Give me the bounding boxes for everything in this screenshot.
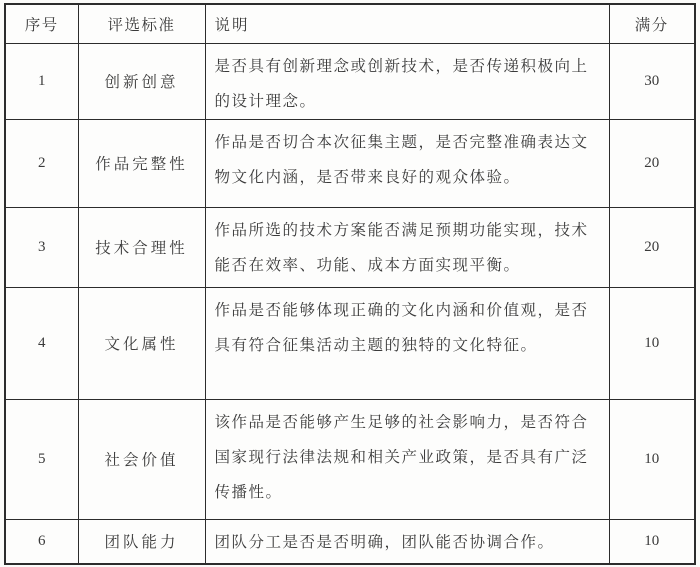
max-score: 20 (609, 207, 695, 287)
row-number: 3 (5, 207, 78, 287)
table-row (5, 207, 695, 287)
criteria-description: 团队分工是否是否明确，团队能否协调合作。 (205, 519, 609, 564)
row-number: 4 (5, 287, 78, 399)
row-number: 2 (5, 119, 78, 207)
max-score: 10 (609, 399, 695, 519)
criteria-description: 该作品是否能够产生足够的社会影响力，是否符合国家现行法律法规和相关产业政策，是否具有广泛传播性。 (205, 399, 609, 519)
criteria-description: 作品是否切合本次征集主题，是否完整准确表达文物文化内涵，是否带来良好的观众体验。 (205, 119, 609, 207)
criteria-label: 文化属性 (78, 287, 205, 399)
header-cell-criteria: 评选标准 (78, 4, 205, 43)
evaluation-criteria-table (4, 3, 696, 565)
header-cell-number: 序号 (5, 4, 78, 43)
header-cell-score: 满分 (609, 4, 695, 43)
header-row (5, 4, 695, 43)
max-score: 30 (609, 43, 695, 119)
criteria-label: 团队能力 (78, 519, 205, 564)
table-row (5, 399, 695, 519)
criteria-description: 作品是否能够体现正确的文化内涵和价值观，是否具有符合征集活动主题的独特的文化特征。 (205, 287, 609, 399)
row-number: 5 (5, 399, 78, 519)
criteria-label: 社会价值 (78, 399, 205, 519)
criteria-label: 作品完整性 (78, 119, 205, 207)
table-row (5, 519, 695, 564)
criteria-label: 技术合理性 (78, 207, 205, 287)
table-row (5, 119, 695, 207)
criteria-label: 创新创意 (78, 43, 205, 119)
table-row (5, 43, 695, 119)
criteria-description: 作品所选的技术方案能否满足预期功能实现，技术能否在效率、功能、成本方面实现平衡。 (205, 207, 609, 287)
criteria-description: 是否具有创新理念或创新技术，是否传递积极向上的设计理念。 (205, 43, 609, 119)
header-cell-description: 说明 (205, 4, 609, 43)
max-score: 20 (609, 119, 695, 207)
table-row (5, 287, 695, 399)
row-number: 6 (5, 519, 78, 564)
row-number: 1 (5, 43, 78, 119)
max-score: 10 (609, 519, 695, 564)
max-score: 10 (609, 287, 695, 399)
